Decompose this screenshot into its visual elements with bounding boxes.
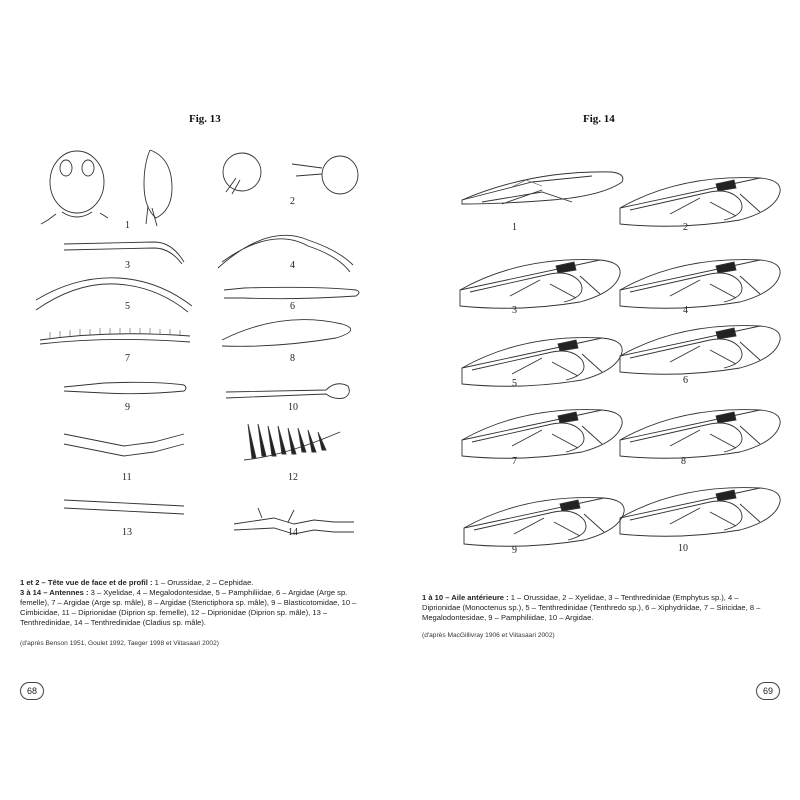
wing-7 — [462, 410, 622, 459]
caption-text: 1 – Orussidae, 2 – Xyelidae, 3 – Tenthredinidae (Emphytus sp.), 4 – Diprionidae (Monoctenus sp.), 5 – Tenthredinidae (Tenthredo sp.), 6 – Xiphydriidae, 7 – Siricidae, 8 – Megalodontesidae, 9 – Pamphiliidae, 10 – Argidae. — [422, 593, 761, 622]
right-page — [400, 0, 800, 800]
figure-14-title: Fig. 14 — [583, 113, 615, 125]
drawing-10-antenna — [226, 384, 349, 399]
wing-label-8: 8 — [681, 456, 686, 467]
label-7: 7 — [125, 353, 130, 364]
label-11: 11 — [122, 472, 132, 483]
wing-8 — [620, 410, 780, 459]
drawing-7-antenna — [40, 334, 190, 344]
wing-label-7: 7 — [512, 456, 517, 467]
wing-9 — [464, 498, 624, 547]
label-8: 8 — [290, 353, 295, 364]
label-6: 6 — [290, 301, 295, 312]
drawing-3-antenna — [64, 242, 184, 264]
label-1: 1 — [125, 220, 130, 231]
wing-4 — [620, 260, 780, 309]
label-14: 14 — [288, 527, 298, 538]
drawing-13-antenna — [64, 500, 184, 514]
wing-2 — [620, 178, 780, 227]
drawing-6-antenna — [224, 287, 359, 298]
wing-10 — [620, 488, 780, 537]
wing-label-4: 4 — [683, 305, 688, 316]
label-10: 10 — [288, 402, 298, 413]
drawing-4-antenna — [218, 235, 353, 272]
figure-14-source: (d'après MacGillivray 1906 et Viitasaari 2002) — [422, 632, 555, 639]
figure-13-source: (d'après Benson 1951, Goulet 1992, Taeger 1998 et Viitasaari 2002) — [20, 640, 219, 647]
wing-label-1: 1 — [512, 222, 517, 233]
wing-5 — [462, 338, 622, 387]
wing-label-5: 5 — [512, 378, 517, 389]
caption-heading-1: 1 et 2 – Tête vue de face et de profil : — [20, 578, 153, 587]
wing-label-3: 3 — [512, 305, 517, 316]
label-2: 2 — [290, 196, 295, 207]
label-9: 9 — [125, 402, 130, 413]
label-13: 13 — [122, 527, 132, 538]
drawing-9-antenna — [64, 382, 186, 393]
label-12: 12 — [288, 472, 298, 483]
caption-heading-2: 3 à 14 – Antennes : — [20, 588, 89, 597]
page-number-69: 69 — [756, 682, 780, 700]
wing-label-9: 9 — [512, 545, 517, 556]
drawing-12-antenna — [244, 424, 340, 460]
wing-3 — [460, 260, 620, 309]
drawing-8-antenna — [222, 320, 351, 347]
caption-text-2: 3 – Xyelidae, 4 – Megalodontesidae, 5 – Pamphiliidae, 6 – Argidae (Arge sp. femelle), 7 – Argidae (Arge sp. mâle), 8 – Argidae (Sterictiphora sp. mâle), 9 – Blasticotomidae, 10 – Cimbicidae, 11 – Diprionidae (Diprion sp. femelle), 12 – Diprionidae (Diprion sp. mâle), 13 – Tenthredinidae, 14 – Tenthredinidae (Cladius sp. mâle). — [20, 588, 357, 627]
label-3: 3 — [125, 260, 130, 271]
drawing-1-head — [41, 150, 172, 226]
figure-13-title: Fig. 13 — [189, 113, 221, 125]
wing-label-2: 2 — [683, 222, 688, 233]
drawing-5-antenna — [36, 278, 192, 312]
drawing-2-head — [223, 153, 358, 194]
caption-heading: 1 à 10 – Aile antérieure : — [422, 593, 509, 602]
page-number-68: 68 — [20, 682, 44, 700]
caption-text-1: 1 – Orussidae, 2 – Cephidae. — [152, 578, 254, 587]
wing-label-6: 6 — [683, 375, 688, 386]
label-5: 5 — [125, 301, 130, 312]
wing-1 — [462, 172, 623, 204]
wing-drawings — [400, 0, 800, 800]
wing-6 — [620, 326, 780, 375]
label-4: 4 — [290, 260, 295, 271]
wing-label-10: 10 — [678, 543, 688, 554]
drawing-11-antenna — [64, 434, 184, 456]
figure-14-caption — [422, 593, 772, 623]
figure-13-caption — [20, 578, 360, 628]
